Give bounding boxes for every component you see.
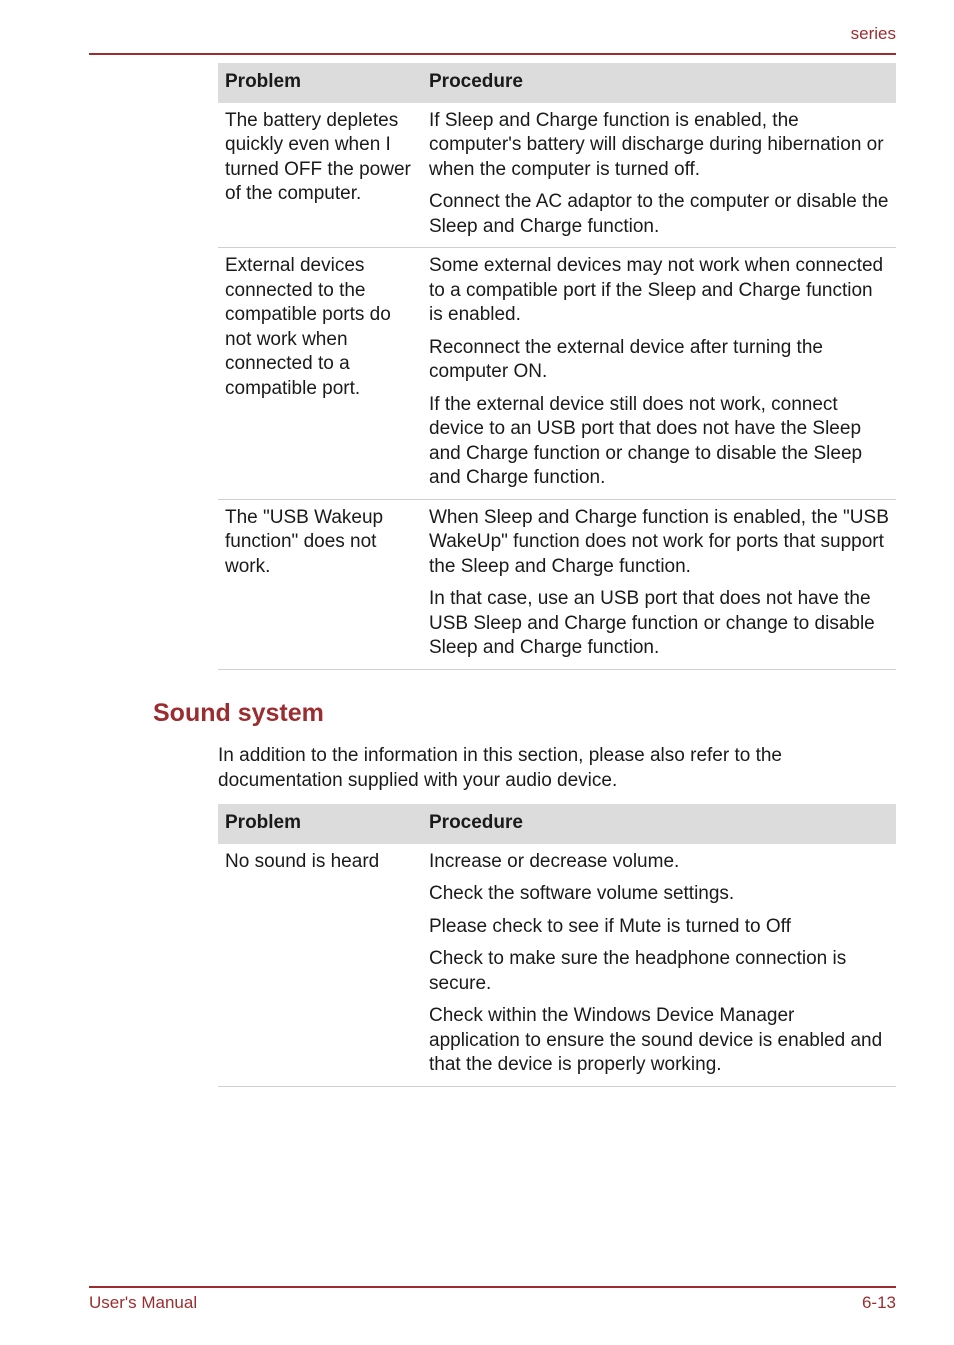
procedure-step: Check to make sure the headphone connection is secure. [429, 948, 847, 994]
problem-cell: The "USB Wakeup function" does not work. [218, 499, 422, 669]
procedure-cell [422, 499, 896, 669]
procedure-step: When Sleep and Charge function is enabled, the "USB WakeUp" function does not work for ports that support the Sleep and Charge function. [429, 506, 889, 577]
problem-cell: The battery depletes quickly even when I turned OFF the power of the computer. [218, 103, 422, 248]
column-header-problem: Problem [218, 63, 422, 103]
procedure-step: Please check to see if Mute is turned to Off [429, 915, 791, 937]
procedure-step: In that case, use an USB port that does not have the USB Sleep and Charge function or change to disable Sleep and Charge function. [429, 588, 875, 658]
footer-manual-title: User's Manual [89, 1293, 198, 1312]
procedure-step: Some external devices may not work when connected to a compatible port if the Sleep and Charge function is enabled. [429, 255, 884, 325]
problem-cell: External devices connected to the compatible ports do not work when connected to a compatible port. [218, 248, 422, 500]
procedure-step: Check the software volume settings. [429, 883, 735, 904]
problem-cell: No sound is heard [218, 844, 422, 1087]
procedure-step: Reconnect the external device after turning the computer ON. [429, 336, 823, 382]
table-header-row [218, 804, 896, 844]
page-number: 6-13 [861, 1293, 896, 1312]
troubleshooting-table-sound [218, 804, 896, 1087]
column-header-problem: Problem [218, 804, 422, 844]
table-row [218, 103, 896, 248]
section-heading: Sound system [153, 699, 324, 727]
procedure-cell [422, 248, 896, 500]
procedure-cell [422, 844, 896, 1087]
procedure-step: Connect the AC adaptor to the computer or disable the Sleep and Charge function. [429, 191, 889, 237]
header-rule [89, 53, 896, 55]
troubleshooting-table-sleep-charge [218, 63, 896, 670]
table-row [218, 499, 896, 669]
running-header: series [850, 24, 896, 43]
procedure-step: Increase or decrease volume. [429, 850, 680, 872]
procedure-step: If the external device still does not work, connect device to an USB port that does not have the Sleep and Charge function or change to disable the Sleep and Charge function. [429, 393, 863, 488]
procedure-cell [422, 103, 896, 248]
table-row [218, 844, 896, 1087]
footer-rule [89, 1286, 896, 1288]
procedure-step: Check within the Windows Device Manager application to ensure the sound device is enabled and that the device is properly working. [429, 1005, 883, 1075]
column-header-procedure: Procedure [422, 63, 896, 103]
table-row [218, 248, 896, 500]
column-header-procedure: Procedure [422, 804, 896, 844]
table-header-row [218, 63, 896, 103]
procedure-step: If Sleep and Charge function is enabled, the computer's battery will discharge during hibernation or when the computer is turned off. [429, 109, 884, 180]
section-intro: In addition to the information in this section, please also refer to the documentation supplied with your audio device. [218, 745, 782, 791]
